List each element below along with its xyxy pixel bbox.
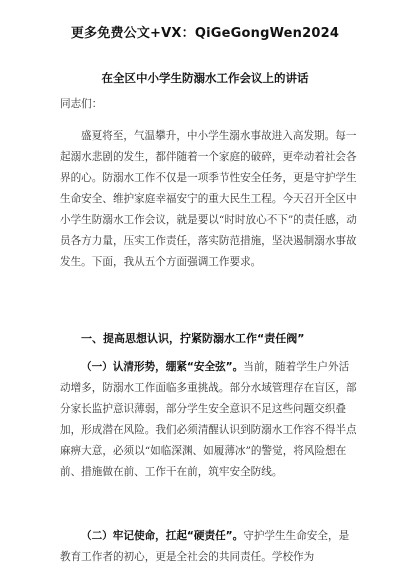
section-1-item-1 <box>60 357 358 483</box>
item-2-label: （二）牢记使命，扛起“硬责任”。 <box>81 530 244 542</box>
item-1-text: 当前，随着学生户外活动增多，防溺水工作面临多重挑战。部分水域管理存在盲区，部分家长监护意识薄弱，部分学生安全意识不足这些问题交织叠加，形成潜在风险。我们必须清醒认识到防溺水工作容不得半点麻痹大意，必须以“如临深渊、如履薄冰”的警觉，将风险想在前、措施做在前、工作干在前，筑牢安全防线。 <box>60 361 357 478</box>
document-title: 在全区中小学生防溺水工作会议上的讲话 <box>101 71 309 85</box>
promo-banner: 更多免费公文+VX：QiGeGongWen2024 <box>70 26 340 41</box>
section-1-heading: 一、提高思想认识，拧紧防溺水工作“责任阀” <box>81 332 305 345</box>
intro-paragraph: 盛夏将至，气温攀升，中小学生溺水事故进入高发期。每一起溺水悲剧的发生，都伴随着一个家庭的破碎，更牵动着社会各界的心。防溺水工作不仅是一项季节性安全任务，更是守护学生生命安全、维护家庭幸福安宁的重大民生工程。今天召开全区中小学生防溺水工作会议，就是要以“时时放心不下”的责任感，动员各方力量，压实工作责任，落实防范措施，坚决遏制溺水事故发生。下面，我从五个方面强调工作要求。 <box>60 130 357 268</box>
section-1-item-2 <box>60 526 358 568</box>
item-2-text: 守护学生生命安全，是教育工作者的初心，更是全社会的共同责任。学校作为 <box>60 530 350 563</box>
salutation: 同志们： <box>60 98 103 110</box>
item-1-label: （一）认清形势，绷紧“安全弦”。 <box>81 361 244 373</box>
